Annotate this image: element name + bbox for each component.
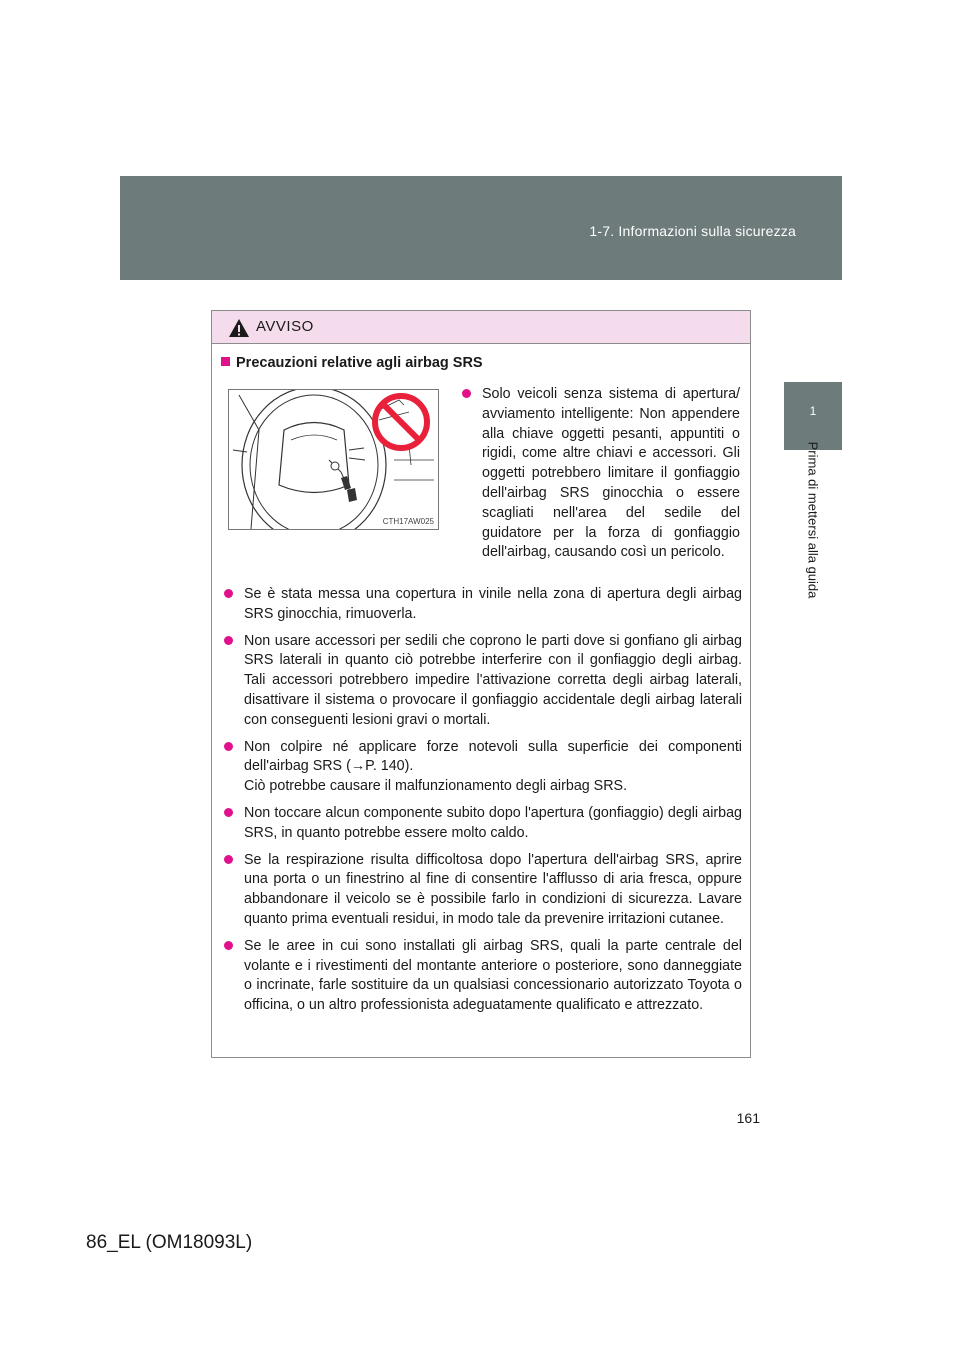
bullet-icon — [224, 941, 233, 950]
steering-wheel-drawing — [229, 390, 438, 529]
warning-title: AVVISO — [256, 318, 314, 335]
warning-triangle-icon — [228, 318, 250, 338]
list-item: Se le aree in cui sono installati gli airbag SRS, quali la parte centrale del volante e i rivestimenti del montante anteriore o posteriore, sono danneggiate o incrinate, farle sostituire da un qualsiasi concessionario autorizzato Toyota o officina, o un altro professionista adeguatamente qualificato e attrezzato. — [224, 937, 742, 1016]
list-item: Se è stata messa una copertura in vinile nella zona di apertura degli airbag SRS ginocchia, rimuoverla. — [224, 585, 742, 625]
bullet-icon — [462, 389, 471, 398]
header-band — [120, 176, 842, 280]
document-code: 86_EL (OM18093L) — [86, 1232, 253, 1253]
page-number: 161 — [736, 1110, 760, 1126]
first-bullet — [462, 385, 740, 563]
chapter-number: 1 — [809, 404, 817, 418]
bullet-icon — [224, 808, 233, 817]
bullet-list — [224, 585, 742, 1023]
bullet-icon — [224, 742, 233, 751]
list-item: Non toccare alcun componente subito dopo l'apertura (gonfiaggio) degli airbag SRS, in quanto potrebbe essere molto caldo. — [224, 804, 742, 844]
warning-box — [211, 310, 751, 1058]
illustration-code: CTH17AW025 — [382, 517, 434, 526]
key-airbag-illustration — [228, 389, 439, 530]
list-item: Solo veicoli senza sistema di apertura/ avviamento intelligente: Non appendere alla chiave oggetti pesanti, appuntiti o rigidi, come altre chiavi e accessori. Gli oggetti potrebbero limitare il gonfiaggio dell'airbag SRS ginocchia o essere scagliati nell'area del sedile del guidatore per la forza di gonfiaggio dell'airbag, causando così un pericolo. — [462, 385, 740, 563]
bullet-icon — [224, 636, 233, 645]
bullet-icon — [224, 855, 233, 864]
warning-header — [212, 311, 750, 344]
list-item: Non colpire né applicare forze notevoli sulla superficie dei componenti dell'airbag SRS (→P. 140). Ciò potrebbe causare il malfunzionamento degli airbag SRS. — [224, 738, 742, 797]
bullet-icon — [224, 589, 233, 598]
chapter-tab[interactable] — [784, 382, 842, 450]
list-item: Non usare accessori per sedili che coprono le parti dove si gonfiano gli airbag SRS laterali in quanto ciò potrebbe interferire con il gonfiaggio degli airbag. Tali accessori potrebbero impedire l'attivazione corretta degli airbag laterali, disattivare il sistema o provocare il gonfiaggio accidentale degli airbag laterali con conseguenti lesioni gravi o mortali. — [224, 632, 742, 731]
warning-subheading: Precauzioni relative agli airbag SRS — [221, 355, 483, 371]
list-item: Se la respirazione risulta difficoltosa dopo l'apertura dell'airbag SRS, aprire una porta o un finestrino al fine di consentire l'afflusso di aria fresca, oppure abbandonare il veicolo se è possibile farlo in condizioni di sicurezza. Lavare quanto prima eventuali residui, in modo tale da prevenire irritazioni cutanee. — [224, 851, 742, 930]
square-bullet-icon — [221, 357, 230, 366]
section-title: 1-7. Informazioni sulla sicurezza — [589, 223, 796, 239]
